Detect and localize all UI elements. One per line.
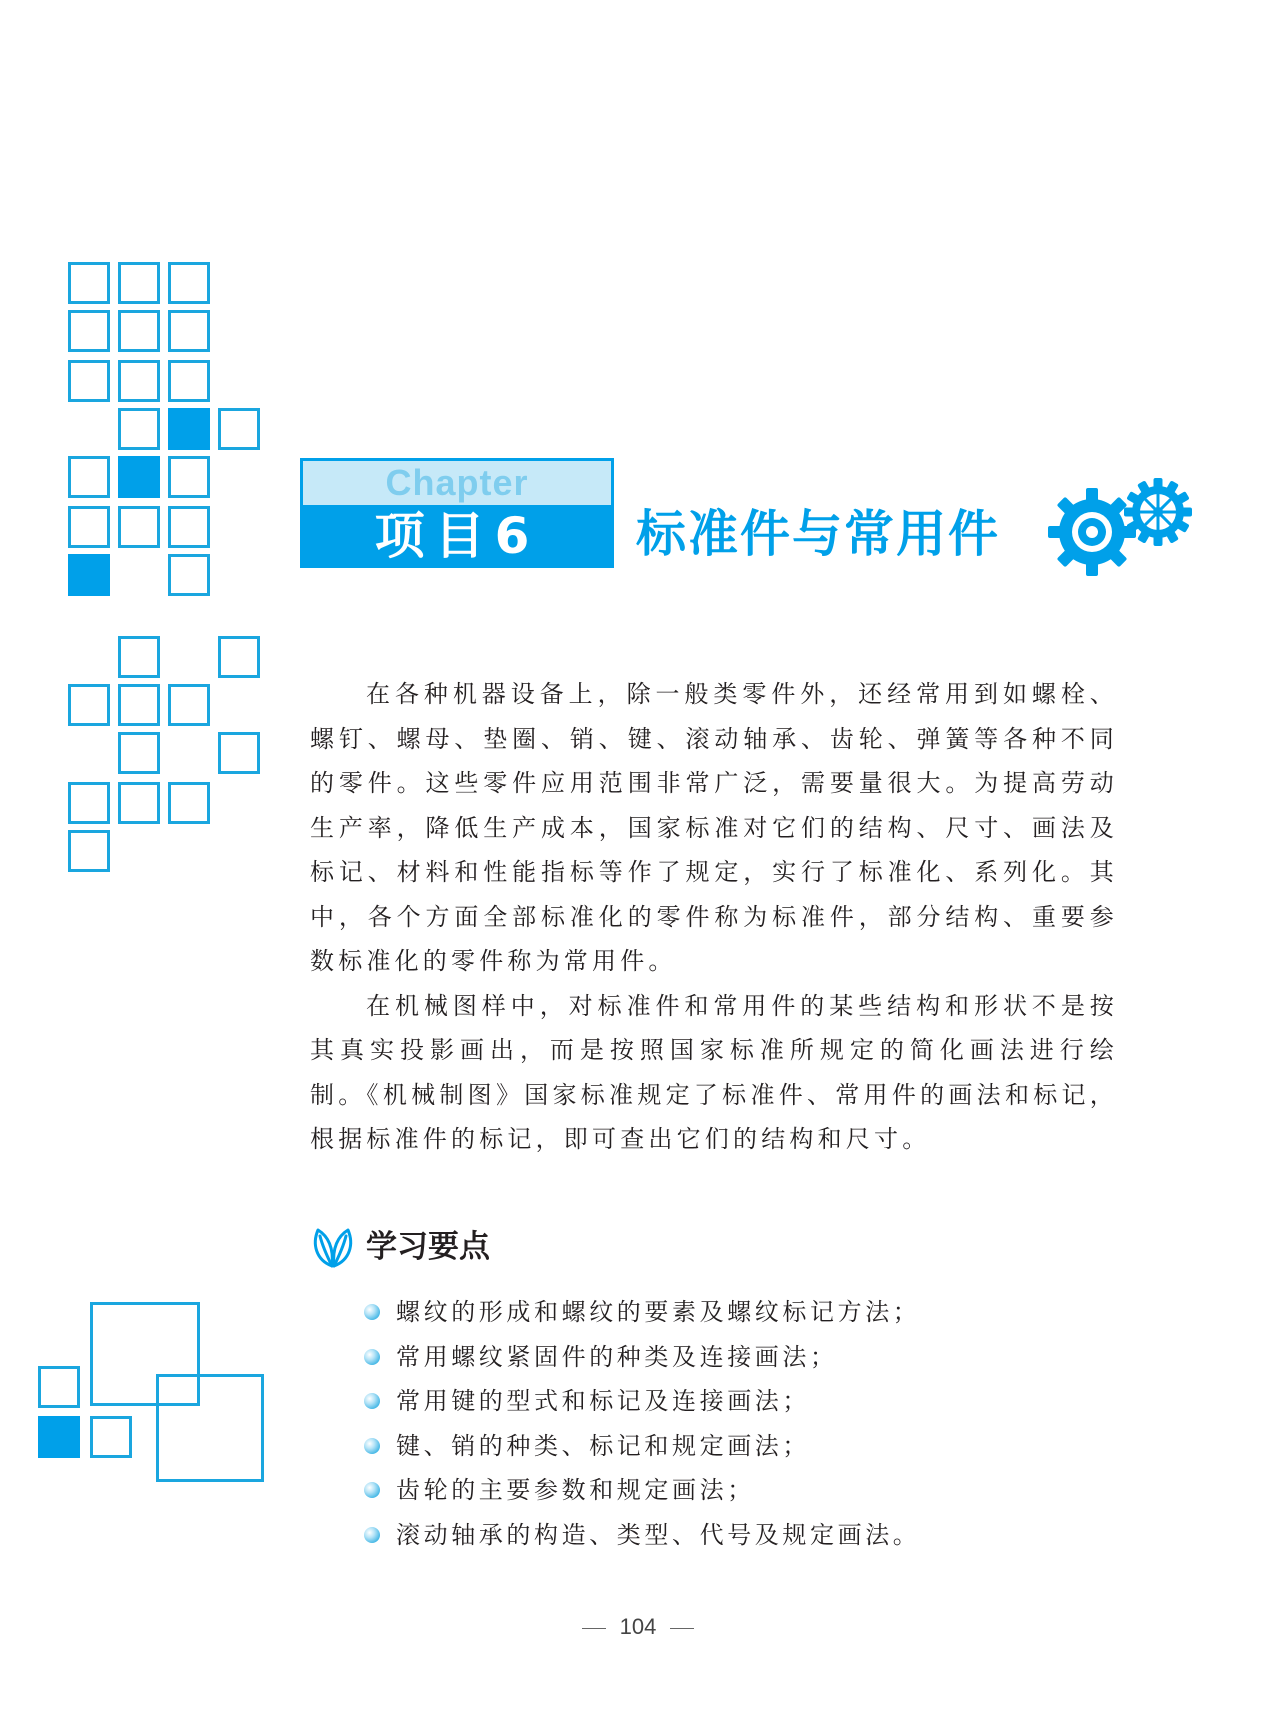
deco-square	[68, 360, 110, 402]
deco-square	[168, 456, 210, 498]
deco-square	[118, 408, 160, 450]
deco-square	[118, 360, 160, 402]
bullet-icon	[364, 1393, 380, 1409]
list-item	[364, 1468, 920, 1513]
page-footer	[0, 1614, 1276, 1640]
footer-dash	[582, 1628, 606, 1629]
deco-square	[168, 782, 210, 824]
section-title: 学习要点	[366, 1229, 490, 1265]
deco-square	[68, 830, 110, 872]
chapter-number: 项目6	[303, 505, 611, 568]
list-item	[364, 1290, 920, 1335]
page-number: 104	[619, 1614, 657, 1639]
deco-square	[218, 636, 260, 678]
deco-square	[68, 782, 110, 824]
intro-paragraph: 在机械图样中，对标准件和常用件的某些结构和形状不是按其真实投影画出，而是按照国家标准所规定的简化画法进行绘制。《机械制图》国家标准规定了标准件、常用件的画法和标记，根据标准件的标记，即可查出它们的结构和尺寸。	[310, 991, 1118, 1153]
deco-square	[168, 310, 210, 352]
deco-square	[168, 360, 210, 402]
deco-square	[68, 506, 110, 548]
deco-square	[168, 408, 210, 450]
chapter-title: 标准件与常用件	[636, 505, 1000, 563]
list-item-text: 滚动轴承的构造、类型、代号及规定画法。	[396, 1520, 921, 1549]
deco-square	[38, 1416, 80, 1458]
list-item	[364, 1335, 920, 1380]
list-item-text: 齿轮的主要参数和规定画法；	[396, 1476, 755, 1504]
deco-square	[38, 1366, 80, 1408]
bullet-icon	[364, 1304, 380, 1320]
deco-square	[168, 554, 210, 596]
intro-paragraph: 在各种机器设备上，除一般类零件外，还经常用到如螺栓、螺钉、螺母、垫圈、销、键、滚动轴承、齿轮、弹簧等各种不同的零件。这些零件应用范围非常广泛，需要量很大。为提高劳动生产率，降低生产成本，国家标准对它们的结构、尺寸、画法及标记、材料和性能指标等作了规定，实行了标准化、系列化。其中，各个方面全部标准化的零件称为标准件，部分结构、重要参数标准化的零件称为常用件。	[310, 680, 1118, 975]
list-item	[364, 1379, 920, 1424]
list-item-text: 螺纹的形成和螺纹的要素及螺纹标记方法；	[396, 1298, 921, 1326]
deco-square	[118, 782, 160, 824]
deco-square	[168, 262, 210, 304]
deco-square	[118, 310, 160, 352]
list-item	[364, 1513, 920, 1558]
deco-square	[90, 1416, 132, 1458]
list-item-text: 常用键的型式和标记及连接画法；	[396, 1387, 810, 1415]
deco-square	[118, 262, 160, 304]
bullet-icon	[364, 1527, 380, 1543]
deco-square	[218, 408, 260, 450]
footer-dash	[670, 1628, 694, 1629]
chapter-word: Chapter	[303, 461, 611, 505]
intro-text	[310, 672, 1118, 1162]
list-item-text: 常用螺纹紧固件的种类及连接画法；	[396, 1342, 838, 1371]
deco-square	[156, 1374, 264, 1482]
deco-square	[68, 684, 110, 726]
deco-square	[68, 310, 110, 352]
deco-square	[168, 506, 210, 548]
leaf-icon	[310, 1224, 356, 1270]
deco-square	[118, 456, 160, 498]
deco-square	[118, 684, 160, 726]
bullet-icon	[364, 1349, 380, 1365]
deco-square	[118, 732, 160, 774]
deco-square	[68, 456, 110, 498]
deco-square	[118, 636, 160, 678]
deco-square	[218, 732, 260, 774]
deco-square	[68, 554, 110, 596]
learning-points-list	[364, 1290, 920, 1557]
list-item	[364, 1424, 920, 1469]
chapter-label-box	[300, 458, 614, 568]
gears-icon	[1046, 474, 1194, 576]
list-item-text: 键、销的种类、标记和规定画法；	[396, 1431, 810, 1460]
bullet-icon	[364, 1482, 380, 1498]
deco-square	[168, 684, 210, 726]
deco-square	[118, 506, 160, 548]
bullet-icon	[364, 1438, 380, 1454]
deco-square	[68, 262, 110, 304]
